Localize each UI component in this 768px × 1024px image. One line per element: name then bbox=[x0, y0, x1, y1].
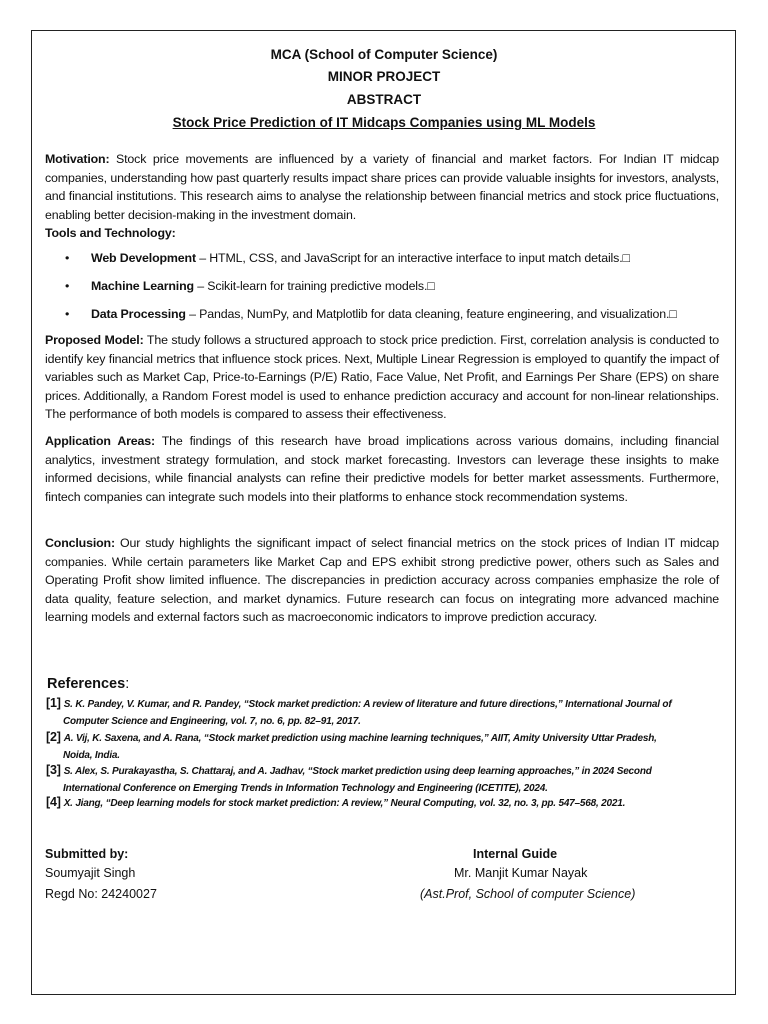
reference-number: [1] bbox=[46, 696, 61, 710]
motivation-text: Stock price movements are influenced by a variety of financial and market factors. For Indian IT midcap companies, understanding how past quarterly results impact share prices can provide valuable insights for investors, analysts, and financial institutions. This research aims to analyse the relationship between financial metrics and stock price fluctuations, enabling better decision-making in the investment domain. bbox=[45, 152, 719, 222]
references-label: References bbox=[47, 676, 126, 692]
proposed-label: Proposed Model: bbox=[45, 333, 144, 347]
bullet-icon: • bbox=[65, 279, 70, 293]
reference-text: A. Vij, K. Saxena, and A. Rana, “Stock market prediction using machine learning techniques,” AIIT, Amity University Uttar Pradesh, bbox=[63, 733, 657, 744]
tools-heading: Tools and Technology: bbox=[45, 226, 176, 240]
reference-text: S. Alex, S. Purakayastha, S. Chattaraj, and A. Jadhav, “Stock market prediction using deep learning approaches,” in 2024 Second bbox=[63, 766, 652, 777]
bullet-icon: • bbox=[65, 307, 70, 321]
references-heading bbox=[47, 676, 129, 692]
application-text: The findings of this research have broad implications across various domains, including financial analytics, investment strategy formulation, and stock market forecasting. Investors can leverage these insights to make informed decisions, while financial analysts can refine their predictive models for better market assessments. Furthermore, fintech companies can integrate such models into their platforms to enhance stock recommendation systems. bbox=[45, 434, 719, 504]
tool-name: Machine Learning bbox=[91, 279, 194, 293]
proposed-text: The study follows a structured approach to stock price prediction. First, correlation analysis is conducted to identify key financial metrics that influence stock prices. Next, Multiple Linear Regression is employed to quantify the impact of variables such as Market Cap, Price-to-Earnings (P/E) Ratio, Face Value, Net Profit, and Earnings Per Share (EPS) on share prices. Additionally, a Random Forest model is used to enhance prediction accuracy and account for non-linear relationships. The performance of both models is compared to assess their effectiveness. bbox=[45, 333, 719, 422]
reference-text: X. Jiang, “Deep learning models for stock market prediction: A review,” Neural Computing, vol. 32, no. 3, pp. 547–568, 2021. bbox=[63, 798, 626, 809]
tool-text: – Pandas, NumPy, and Matplotlib for data cleaning, feature engineering, and visualization.□ bbox=[185, 307, 677, 321]
reference-number: [3] bbox=[46, 763, 61, 777]
guide-name: Mr. Manjit Kumar Nayak bbox=[454, 866, 588, 880]
reference-text-cont: International Conference on Emerging Trends in Information Technology and Engineering (ICETITE), 2024. bbox=[63, 783, 548, 794]
reference-item bbox=[46, 794, 726, 812]
reference-item bbox=[46, 695, 726, 730]
conclusion-text: Our study highlights the significant impact of select financial metrics on the stock prices of Indian IT midcap companies. While certain parameters like Market Cap and EPS exhibit strong predictive power, others such as Sales and Operating Profit show limited influence. The discrepancies in prediction accuracy across companies emphasize the role of data quality, feature selection, and market dynamics. Future research can focus on integrating more advanced machine learning models and external factors such as macroeconomic indicators to improve prediction accuracy. bbox=[45, 536, 719, 625]
application-areas-paragraph bbox=[45, 432, 719, 506]
tool-item bbox=[65, 251, 630, 265]
internal-guide-label: Internal Guide bbox=[473, 847, 558, 861]
tool-text: – Scikit-learn for training predictive models.□ bbox=[193, 279, 435, 293]
student-name: Soumyajit Singh bbox=[45, 866, 136, 880]
motivation-label: Motivation: bbox=[45, 152, 110, 166]
guide-designation: (Ast.Prof, School of computer Science) bbox=[420, 887, 636, 901]
application-label: Application Areas: bbox=[45, 434, 155, 448]
conclusion-label: Conclusion: bbox=[45, 536, 115, 550]
header-school: MCA (School of Computer Science) bbox=[270, 47, 498, 62]
tool-name: Data Processing bbox=[91, 307, 186, 321]
tool-item bbox=[65, 279, 435, 293]
header-abstract: ABSTRACT bbox=[346, 92, 422, 107]
reference-number: [4] bbox=[46, 795, 61, 809]
reference-number: [2] bbox=[46, 730, 61, 744]
reference-item bbox=[46, 729, 726, 764]
bullet-icon: • bbox=[65, 251, 70, 265]
proposed-model-paragraph bbox=[45, 331, 719, 424]
tool-text: – HTML, CSS, and JavaScript for an interactive interface to input match details.□ bbox=[195, 251, 630, 265]
conclusion-paragraph bbox=[45, 534, 719, 627]
tool-name: Web Development bbox=[91, 251, 196, 265]
registration-number: Regd No: 24240027 bbox=[45, 887, 157, 901]
references-colon: : bbox=[125, 676, 130, 692]
header-minor-project: MINOR PROJECT bbox=[327, 69, 441, 84]
project-title: Stock Price Prediction of IT Midcaps Companies using ML Models bbox=[172, 115, 596, 130]
tool-item bbox=[65, 307, 677, 321]
submitted-by-label: Submitted by: bbox=[45, 847, 129, 861]
reference-text-cont: Noida, India. bbox=[63, 750, 120, 761]
reference-text: S. K. Pandey, V. Kumar, and R. Pandey, “Stock market prediction: A review of literature and future directions,” International Journal of bbox=[63, 699, 672, 710]
reference-item bbox=[46, 762, 726, 797]
reference-text-cont: Computer Science and Engineering, vol. 7, no. 6, pp. 82–91, 2017. bbox=[63, 716, 361, 727]
motivation-paragraph bbox=[45, 150, 719, 224]
